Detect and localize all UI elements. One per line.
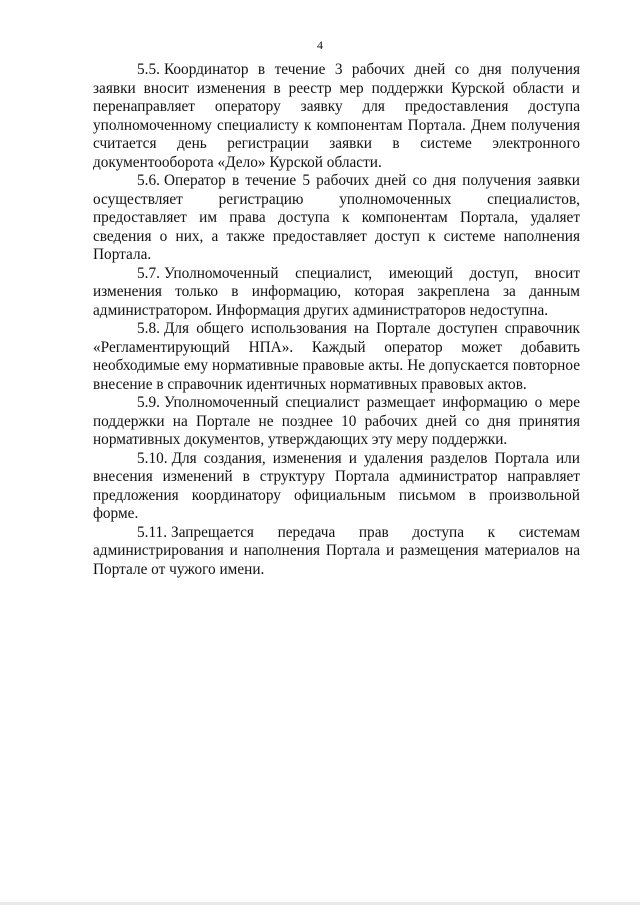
paragraph-number: 5.8. — [137, 320, 160, 337]
paragraph-text: Для создания, изменения и удаления разделов Портала или внесения изменений в структуру Портала администратор направляет предложения координатору официальным письмом в произвольной форме. — [93, 449, 580, 522]
page-number: 4 — [317, 38, 323, 52]
paragraph-5-9 — [93, 394, 580, 450]
paragraph-number: 5.10. — [137, 449, 168, 467]
paragraph-text: Уполномоченный специалист, имеющий доступ, вносит изменения только в информацию, которая закреплена за данным администратором. Информация других администраторов недоступна. — [93, 264, 580, 319]
paragraph-text: Оператор в течение 5 рабочих дней со дня получения заявки осуществляет регистрацию уполномоченных специалистов, предоставляет им права доступа к компонентам Портала, удаляет сведения о них, а также предоставляет доступ к системе наполнения Портала. — [93, 172, 580, 263]
paragraph-5-5 — [93, 61, 580, 172]
paragraph-5-11 — [93, 524, 580, 580]
paragraph-number: 5.11. — [137, 523, 168, 541]
document-body — [93, 61, 580, 579]
paragraph-text: Координатор в течение 3 рабочих дней со дня получения заявки вносит изменения в реестр мер поддержки Курской области и перенаправляет оператору заявку для предоставления доступа уполномоченному специалисту к компонентам Портала. Днем получения считается день регистрации заявки в системе электронного документооборота «Дело» Курской области. — [93, 61, 580, 171]
paragraph-number: 5.9. — [137, 394, 160, 411]
paragraph-5-6 — [93, 172, 580, 265]
paragraph-number: 5.6. — [137, 172, 160, 189]
paragraph-text: Запрещается передача прав доступа к системам администрирования и наполнения Портала и размещения материалов на Портале от чужого имени. — [93, 523, 580, 578]
paragraph-5-10 — [93, 450, 580, 524]
paragraph-text: Уполномоченный специалист размещает информацию о мере поддержки на Портале не позднее 10 рабочих дней со дня принятия нормативных документов, утверждающих эту меру поддержки. — [93, 394, 580, 448]
paragraph-number: 5.5. — [137, 61, 160, 78]
paragraph-text: Для общего использования на Портале доступен справочник «Регламентирующий НПА». Каждый оператор может добавить необходимые ему нормативные правовые акты. Не допускается повторное внесение в справочник идентичных нормативных правовых актов. — [93, 320, 580, 393]
paragraph-number: 5.7. — [137, 264, 160, 282]
paragraph-5-8 — [93, 320, 580, 394]
paragraph-5-7 — [93, 265, 580, 321]
